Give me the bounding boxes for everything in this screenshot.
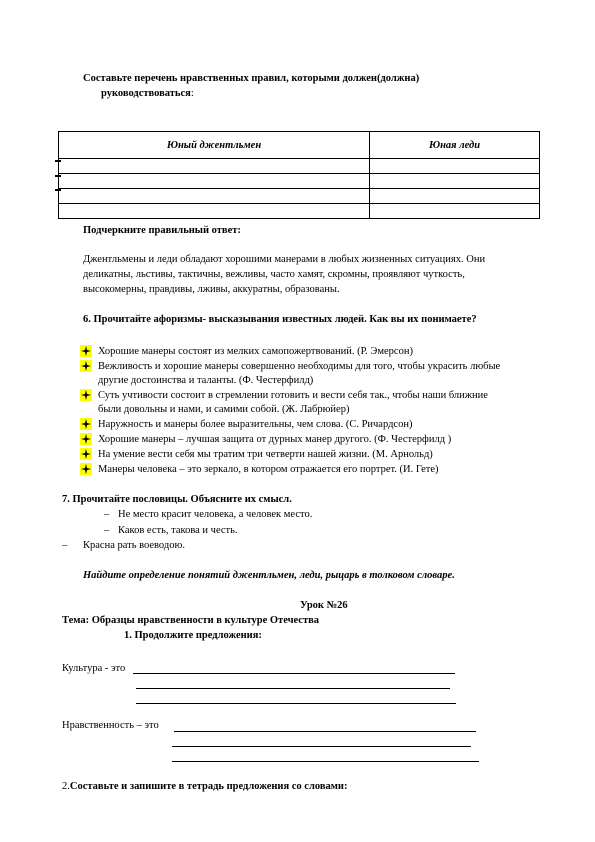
underline-task-text-line: высокомерны, правдивы, лживы, аккуратны, образованы. xyxy=(83,284,340,295)
aphorism-line: Хорошие манеры – лучшая защита от дурных манер другого. (Ф. Честерфилд ) xyxy=(98,434,452,445)
aphorism-line: Вежливость и хорошие манеры совершенно необходимы для того, чтобы украсить любые xyxy=(98,361,501,372)
aphorism-line: Суть учтивости состоит в стремлении готовить и вести себя так., чтобы наши ближние xyxy=(98,390,488,401)
task-instruction-colon: : xyxy=(190,88,194,99)
morality-label: Нравственность – это xyxy=(62,720,159,731)
task-instruction-word: руководствоваться xyxy=(101,88,191,99)
table-cell[interactable] xyxy=(370,159,540,174)
table-cell[interactable] xyxy=(59,189,370,204)
underline-task-text-line: деликатны, льстивы, тактичны, вежливы, часто хамят, скромны, проявляют чуткость, xyxy=(83,269,465,280)
lesson-task1: 1. Продолжите предложения: xyxy=(124,630,262,641)
diamond-bullet-icon xyxy=(80,389,92,401)
answer-line[interactable] xyxy=(172,761,479,762)
lesson-task2-text: Составьте и запишите в тетрадь предложения со словами: xyxy=(69,781,348,792)
table-row xyxy=(59,189,540,204)
underline-task-text-line: Джентльмены и леди обладают хорошими манерами в любых жизненных ситуациях. Они xyxy=(83,254,486,265)
diamond-bullet-icon xyxy=(80,360,92,372)
proverb-item: Не место красит человека, а человек место. xyxy=(118,509,313,520)
definitions-task: Найдите определение понятий джентльмен, леди, рыцарь в толковом словаре. xyxy=(83,570,455,581)
diamond-bullet-icon xyxy=(80,448,92,460)
table-header-gentleman: Юный джентльмен xyxy=(59,132,370,159)
answer-line[interactable] xyxy=(172,746,471,747)
diamond-bullet-icon xyxy=(80,418,92,430)
table-row xyxy=(59,159,540,174)
answer-line[interactable] xyxy=(136,688,450,689)
task-instruction-line1: Составьте перечень нравственных правил, которыми должен(должна) xyxy=(83,73,420,84)
row-tick-mark xyxy=(55,189,61,191)
table-cell[interactable] xyxy=(59,204,370,219)
gentleman-lady-table xyxy=(58,131,540,219)
table-header-lady: Юная леди xyxy=(370,132,540,159)
proverb-item: Красна рать воеводою. xyxy=(83,540,185,551)
culture-label: Культура - это xyxy=(62,663,126,674)
table-cell[interactable] xyxy=(370,204,540,219)
lesson-number: Урок №26 xyxy=(300,600,348,611)
table-row xyxy=(59,204,540,219)
dash-marker: – xyxy=(62,540,68,551)
dash-marker: – xyxy=(104,509,110,520)
row-tick-mark xyxy=(55,160,61,162)
table-cell[interactable] xyxy=(59,159,370,174)
lesson-task2-number: 2. xyxy=(62,781,70,792)
aphorism-line: были довольны и нами, и самими собой. (Ж. Лабрюйер) xyxy=(98,404,350,415)
underline-task-title: Подчеркните правильный ответ: xyxy=(83,225,241,236)
aphorism-line: Наружность и манеры более выразительны, чем слова. (С. Ричардсон) xyxy=(98,419,413,430)
diamond-bullet-icon xyxy=(80,463,92,475)
diamond-bullet-icon xyxy=(80,345,92,357)
dash-marker: – xyxy=(104,525,110,536)
diamond-bullet-icon xyxy=(80,433,92,445)
table-cell[interactable] xyxy=(59,174,370,189)
answer-line[interactable] xyxy=(133,673,455,674)
aphorism-line: Хорошие манеры состоят из мелких самопожертвований. (Р. Эмерсон) xyxy=(98,346,413,357)
aphorism-line: Манеры человека – это зеркало, в котором отражается его портрет. (И. Гете) xyxy=(98,464,439,475)
table-row xyxy=(59,174,540,189)
answer-line[interactable] xyxy=(174,731,476,732)
task6-title: 6. Прочитайте афоризмы- высказывания известных людей. Как вы их понимаете? xyxy=(83,314,477,325)
task-instruction-line2 xyxy=(101,87,194,100)
lesson-theme: Тема: Образцы нравственности в культуре Отечества xyxy=(62,615,320,626)
row-tick-mark xyxy=(55,175,61,177)
table-cell[interactable] xyxy=(370,174,540,189)
proverb-item: Каков есть, такова и честь. xyxy=(118,525,238,536)
aphorism-line: другие достоинства и таланты. (Ф. Честерфилд) xyxy=(98,375,314,386)
answer-line[interactable] xyxy=(136,703,456,704)
task7-title: 7. Прочитайте пословицы. Объясните их смысл. xyxy=(62,494,292,505)
table-cell[interactable] xyxy=(370,189,540,204)
aphorism-line: На умение вести себя мы тратим три четверти нашей жизни. (М. Арнольд) xyxy=(98,449,433,460)
lesson-task2 xyxy=(62,780,347,793)
